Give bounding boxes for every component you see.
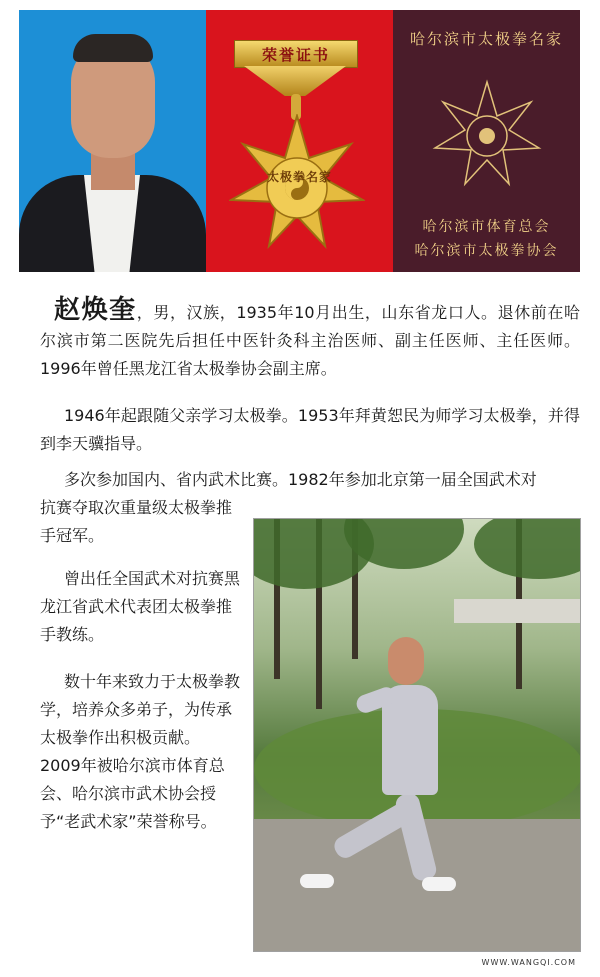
taiji-emblem-icon: [431, 78, 543, 190]
person-name: 赵焕奎: [54, 295, 137, 325]
medal-ribbon-text: 荣誉证书: [261, 46, 330, 64]
bio-paragraph-2: 1946年起跟随父亲学习太极拳。1953年拜黄恕民为师学习太极拳，并得到李天骥指导。: [40, 406, 580, 453]
portrait-photo: [19, 10, 206, 272]
site-watermark: WWW.WANGQI.COM: [481, 958, 576, 967]
certificate-issuer-2: 哈尔滨市太极拳协会: [414, 243, 559, 259]
medal-photo: [206, 10, 393, 272]
background-wall: [454, 599, 580, 623]
header-photo-strip: [19, 10, 580, 272]
person-head: [388, 637, 424, 685]
person-shoe-right: [422, 877, 456, 891]
bio-paragraph-4: 曾出任全国武术对抗赛黑龙江省武术代表团太极拳推手教练。: [40, 569, 241, 644]
bio-intro-paragraph: [40, 296, 580, 383]
taiji-practice-photo: [253, 518, 581, 952]
medal-ribbon: [244, 66, 346, 96]
portrait-hair: [73, 34, 153, 62]
bio-paragraph-3-continued: 抗赛夺取次重量级太极拳推手冠军。: [40, 498, 233, 545]
certificate-title: 哈尔滨市太极拳名家: [409, 30, 563, 48]
certificate-issuer-1: 哈尔滨市体育总会: [422, 219, 551, 235]
bio-paragraph-5: 数十年来致力于太极拳教学，培养众多弟子，为传承太极拳作出积极贡献。2009年被哈尔滨市体育总会、哈尔滨市武术协会授予“老武术家”荣誉称号。: [40, 672, 241, 831]
person-shoe-left: [300, 874, 334, 888]
certificate-photo: [393, 10, 580, 272]
bio-intro-text: ，男，汉族，1935年10月出生，山东省龙口人。退休前在哈尔滨市第二医院先后担任中医针灸科主治医师、副主任医师、主任医师。1996年曾任黑龙江省太极拳协会副主席。: [40, 303, 580, 378]
medal-star-text: 太极拳名家: [266, 170, 332, 184]
medal-ribbon-plate: [234, 40, 358, 68]
bio-paragraph-3-line-1: 多次参加国内、省内武术比赛。1982年参加北京第一届全国武术对: [64, 470, 537, 489]
